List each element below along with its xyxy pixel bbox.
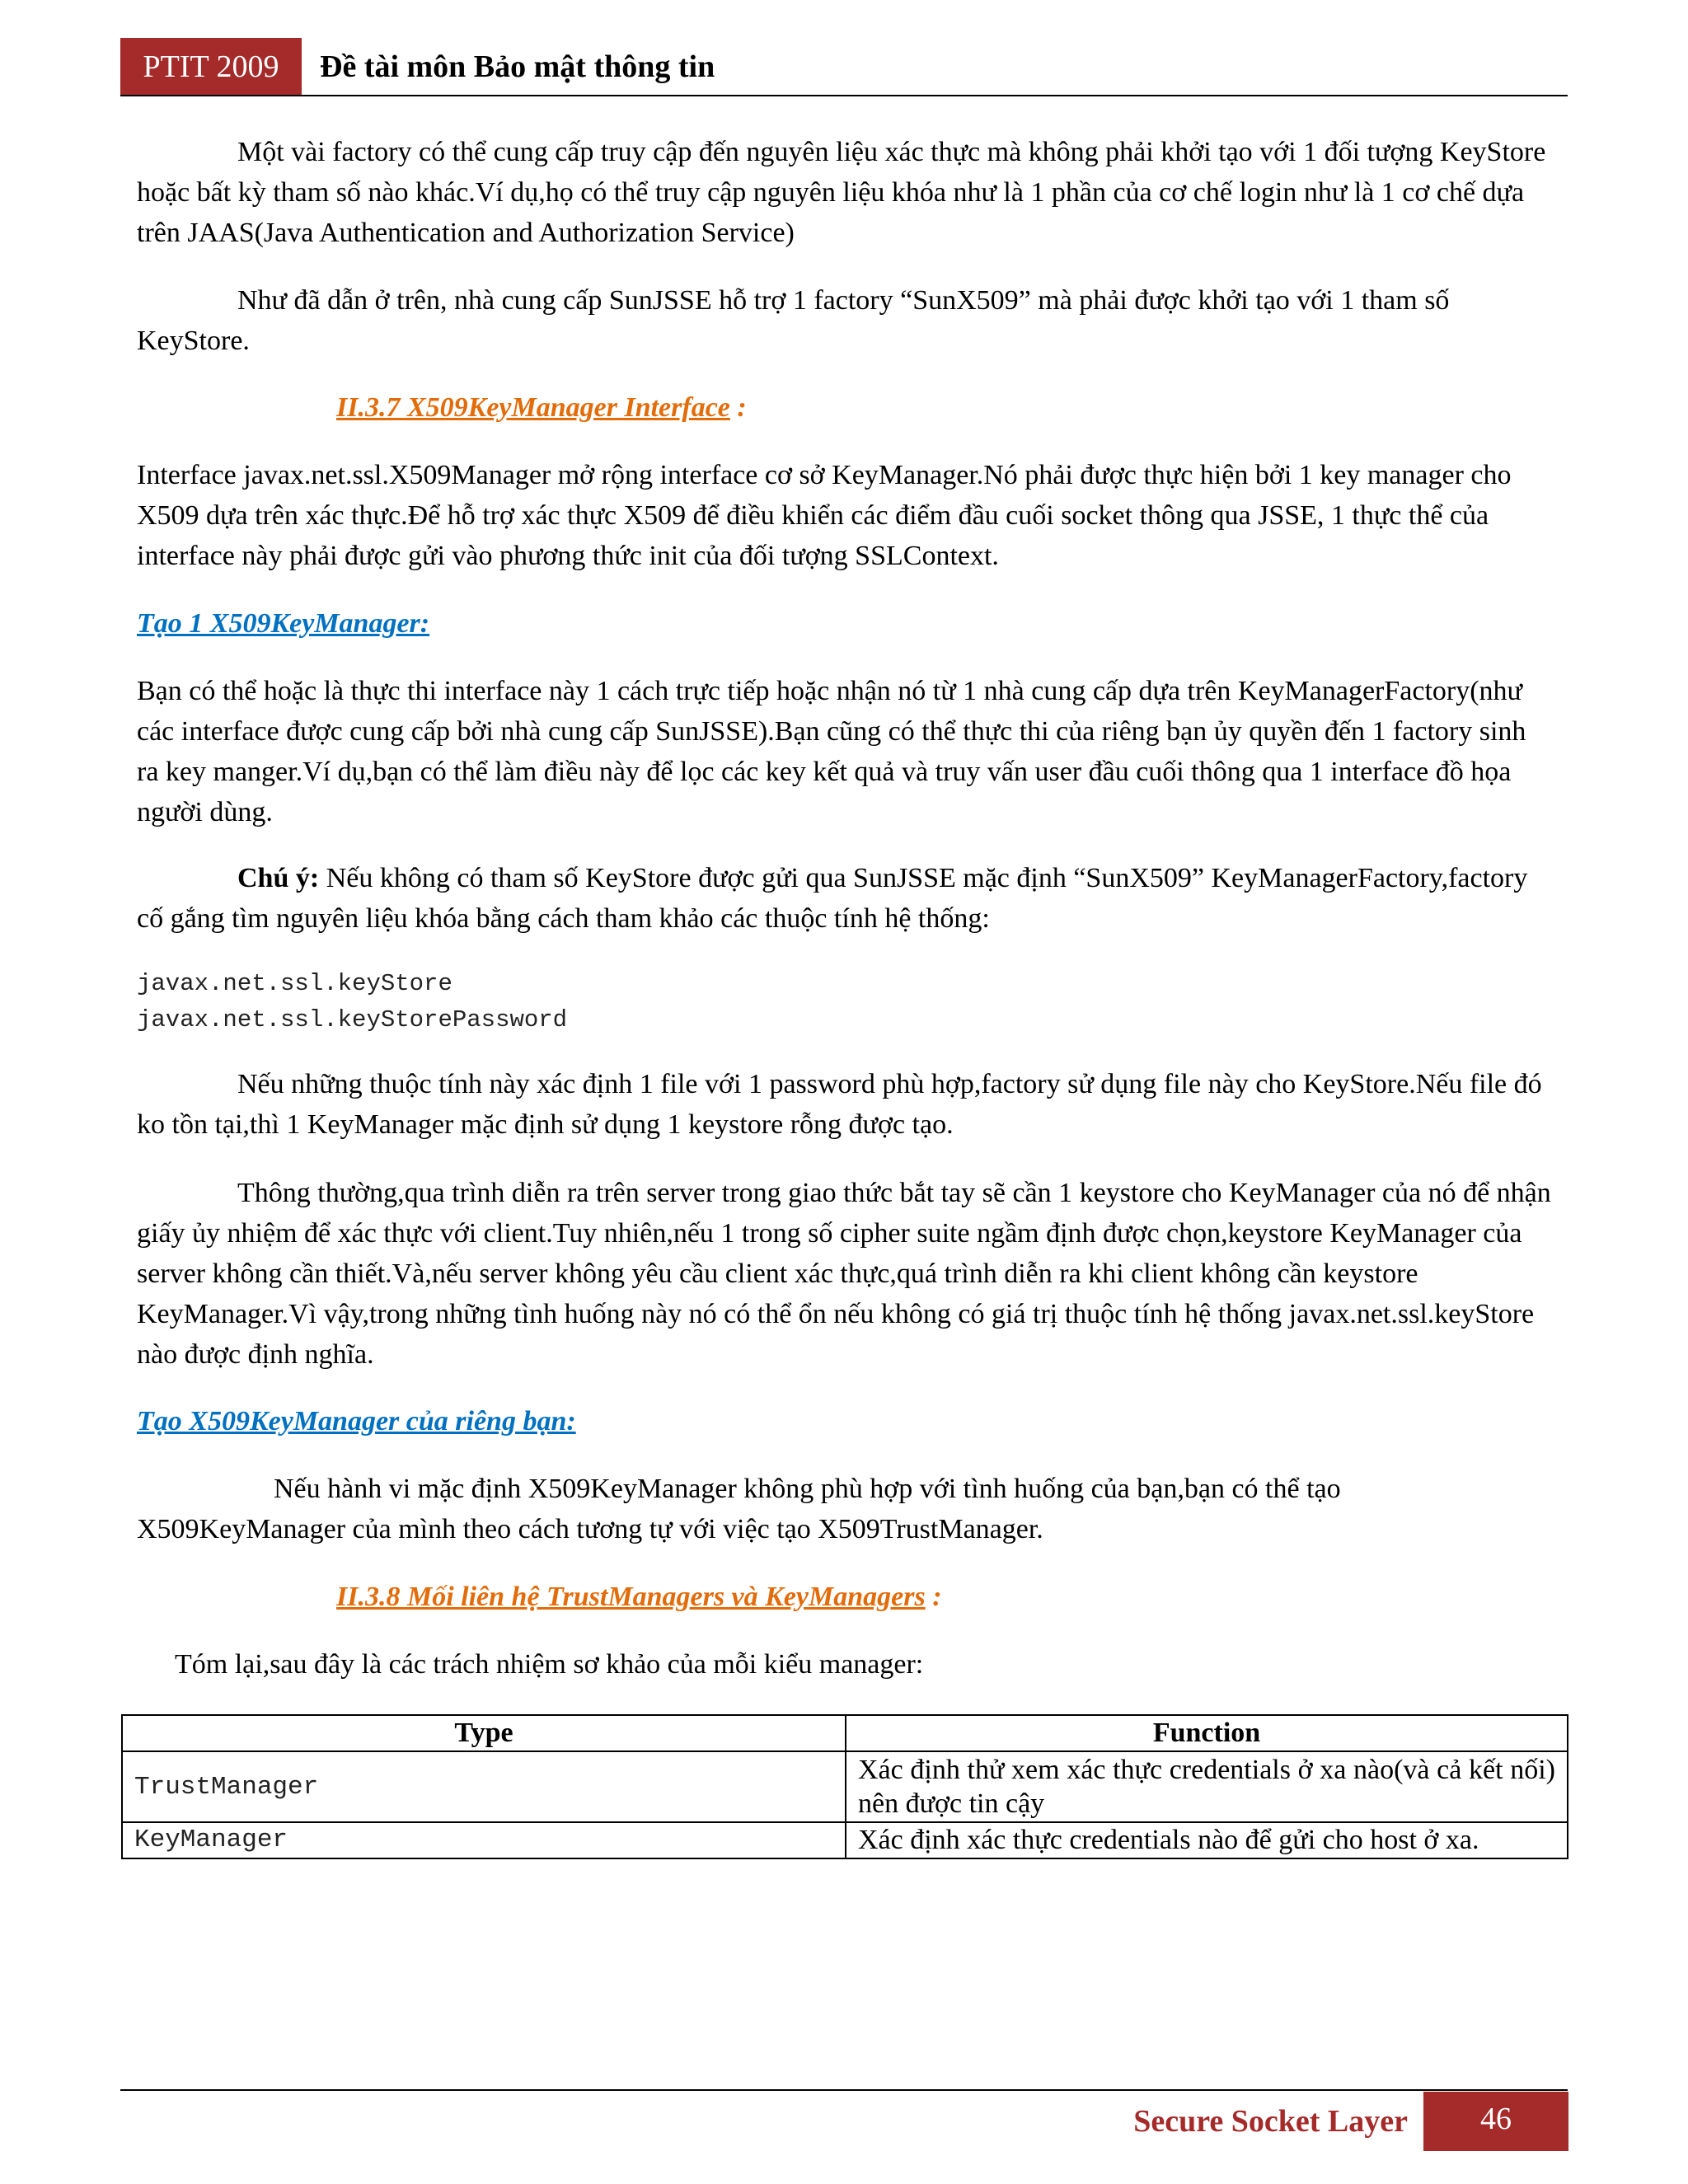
- section-heading-2-3-8: [336, 1577, 942, 1617]
- table-cell-function: Xác định thử xem xác thực credentials ở xa nào(và cả kết nối) nên được tin cậy: [846, 1751, 1568, 1822]
- paragraph-8: Nếu hành vi mặc định X509KeyManager không phù hợp với tình huống của bạn,bạn có thể tạo X509KeyManager của mình theo cách tương tự với việc tạo X509TrustManager.: [137, 1474, 1341, 1544]
- footer-title: Secure Socket Layer: [1133, 2104, 1408, 2139]
- paragraph-9: Tóm lại,sau đây là các trách nhiệm sơ khảo của mỗi kiểu manager:: [175, 1649, 924, 1680]
- note-text: Nếu không có tham số KeyStore được gửi qua SunJSSE mặc định “SunX509” KeyManagerFactory,factory cố gắng tìm nguyên liệu khóa bằng cách tham khảo các thuộc tính hệ thống:: [137, 863, 1528, 934]
- section-heading-suffix: :: [729, 392, 747, 423]
- section-heading-text: II.3.8 Mối liên hệ TrustManagers và KeyManagers: [336, 1582, 926, 1612]
- subheading-create-keymanager: Tạo 1 X509KeyManager:: [137, 608, 430, 639]
- section-heading-2-3-7: [336, 387, 747, 428]
- table-cell-function: Xác định xác thực credentials nào để gửi cho host ở xa.: [846, 1822, 1568, 1858]
- paragraph-7: Thông thường,qua trình diễn ra trên server trong giao thức bắt tay sẽ cần 1 keystore cho KeyManager của nó để nhận giấy ủy nhiệm để xác thực với client.Tuy nhiên,nếu 1 trong số cipher suite ngầm định được chọn,keystore KeyManager của server không cần thiết.Và,nếu server không yêu cầu client xác thực,quá trình diễn ra khi client không cần keystore KeyManager.Vì vậy,trong những tình huống này nó có thể ổn nếu không có giá trị thuộc tính hệ thống javax.net.ssl.keyStore nào được định nghĩa.: [137, 1178, 1551, 1370]
- manager-responsibility-table: [121, 1714, 1568, 1859]
- section-heading-suffix: :: [925, 1582, 942, 1612]
- table-cell-type: KeyManager: [122, 1822, 846, 1858]
- subheading-custom-keymanager: Tạo X509KeyManager của riêng bạn:: [137, 1406, 576, 1436]
- section-heading-text: II.3.7 X509KeyManager Interface: [336, 392, 730, 423]
- header-title: Đề tài môn Bảo mật thông tin: [320, 49, 715, 84]
- table-row: [122, 1751, 1568, 1822]
- paragraph-6: Nếu những thuộc tính này xác định 1 file với 1 password phù hợp,factory sử dụng file này cho KeyStore.Nếu file đó ko tồn tại,thì 1 KeyManager mặc định sử dụng 1 keystore rỗng được tạo.: [137, 1069, 1542, 1140]
- note-label: Chú ý:: [237, 863, 320, 893]
- code-line-1: javax.net.ssl.keyStore: [137, 970, 452, 997]
- table-row: [122, 1822, 1568, 1858]
- table-header-type: Type: [122, 1715, 846, 1751]
- paragraph-4: Bạn có thể hoặc là thực thi interface này 1 cách trực tiếp hoặc nhận nó từ 1 nhà cung cấp dựa trên KeyManagerFactory(như các interface được cung cấp bởi nhà cung cấp SunJSSE).Bạn cũng có thể thực thi của riêng bạn ủy quyền đến 1 factory sinh ra key manger.Ví dụ,bạn có thể làm điều này để lọc các key kết quả và truy vấn user đầu cuối thông qua 1 interface đồ họa người dùng.: [137, 676, 1526, 827]
- code-line-2: javax.net.ssl.keyStorePassword: [137, 1006, 568, 1033]
- paragraph-note: [137, 858, 1554, 939]
- paragraph-1: Một vài factory có thể cung cấp truy cập đến nguyên liệu xác thực mà không phải khởi tạo với 1 đối tượng KeyStore hoặc bất kỳ tham số nào khác.Ví dụ,họ có thể truy cập nguyên liệu khóa như là 1 phần của cơ chế login như là 1 cơ chế dựa trên JAAS(Java Authentication and Authorization Service): [137, 137, 1546, 248]
- page-number: 46: [1423, 2092, 1568, 2151]
- paragraph-3: Interface javax.net.ssl.X509Manager mở rộng interface cơ sở KeyManager.Nó phải được thực hiện bởi 1 key manager cho X509 dựa trên xác thực.Để hỗ trợ xác thực X509 để điều khiển các điểm đầu cuối socket thông qua JSSE, 1 thực thể của interface này phải được gửi vào phương thức init của đối tượng SSLContext.: [137, 460, 1512, 571]
- table-cell-type: TrustManager: [122, 1751, 846, 1822]
- header-divider: [120, 95, 1568, 96]
- footer-divider: [120, 2089, 1568, 2091]
- header-badge: PTIT 2009: [120, 38, 302, 96]
- paragraph-2: Như đã dẫn ở trên, nhà cung cấp SunJSSE hỗ trợ 1 factory “SunX509” mà phải được khởi tạo với 1 tham số KeyStore.: [137, 285, 1450, 356]
- table-header-function: Function: [846, 1715, 1568, 1751]
- table-header-row: [122, 1715, 1568, 1751]
